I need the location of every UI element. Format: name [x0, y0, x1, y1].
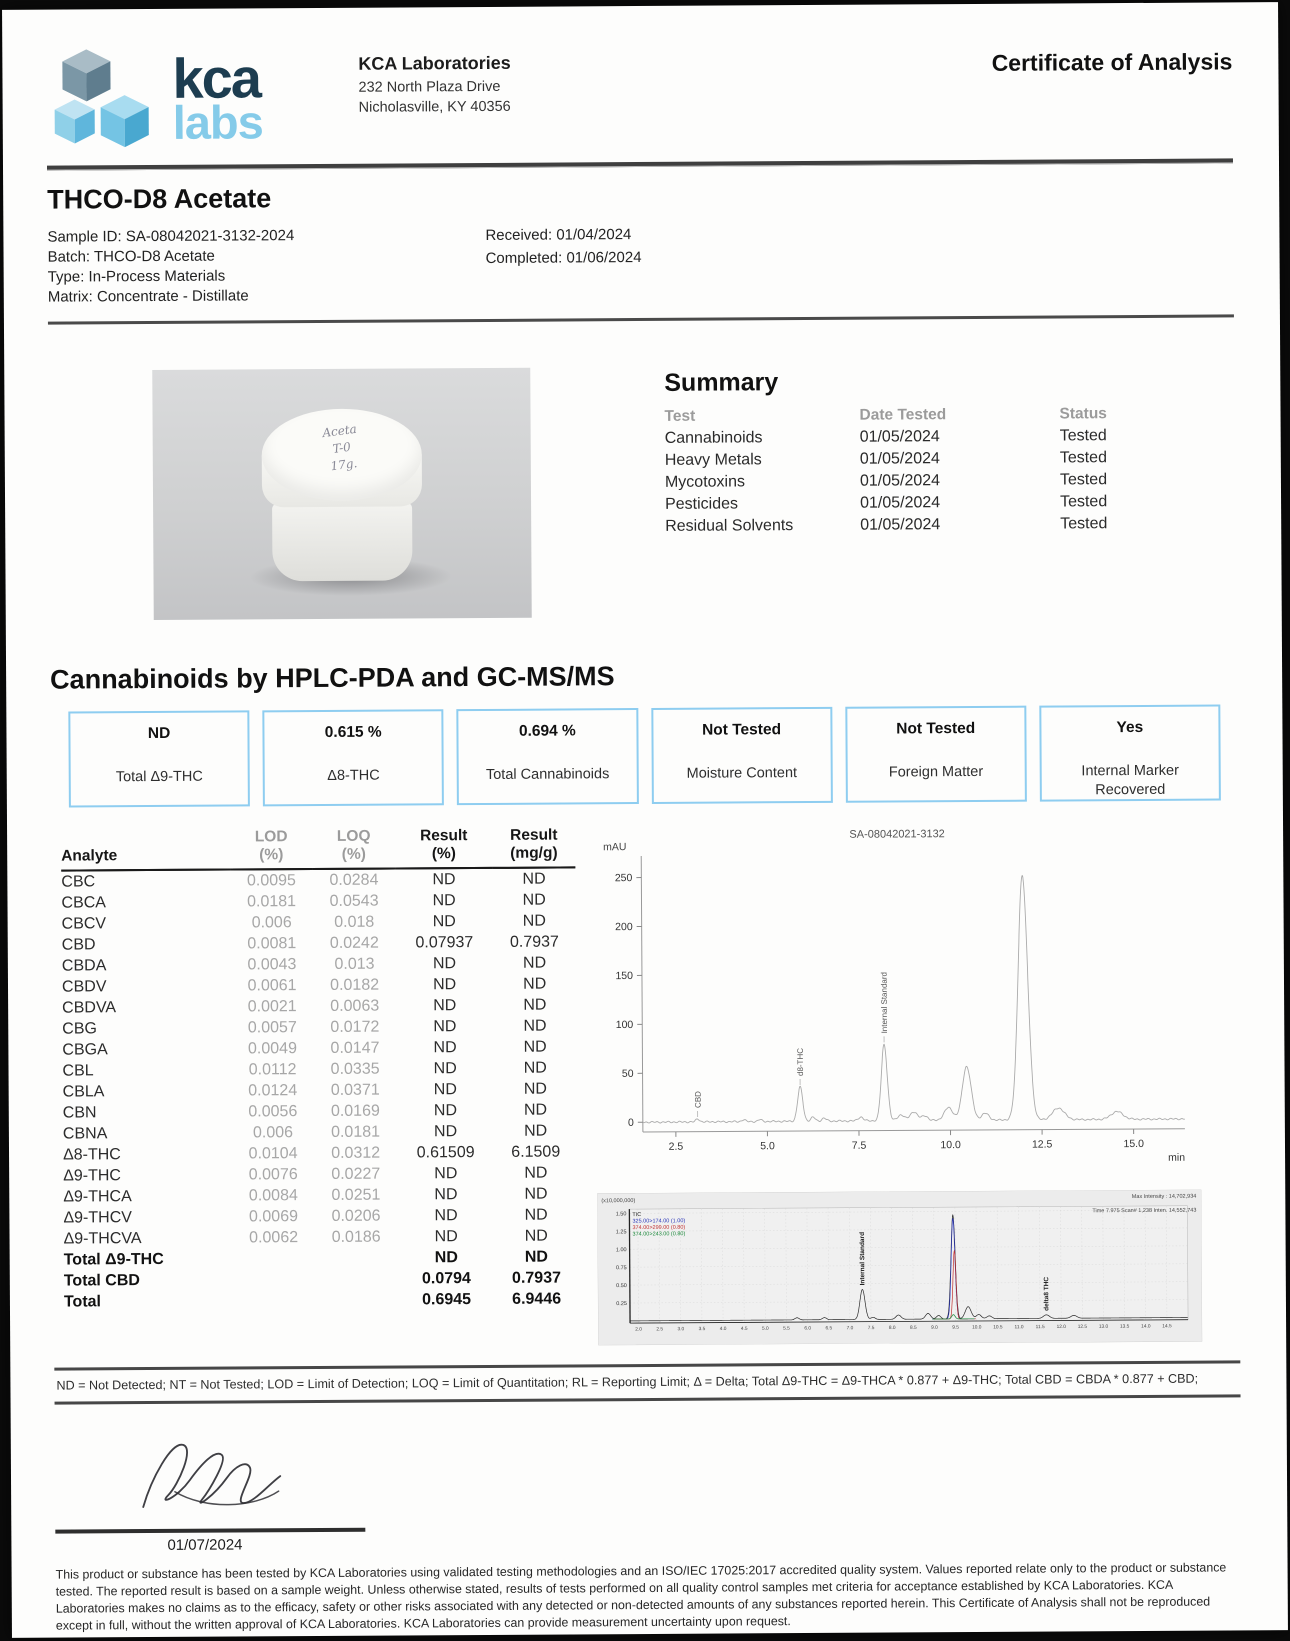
- analyte-col-header: LOQ (%): [336, 828, 371, 864]
- stat-box-label: Total Δ9-THC: [115, 768, 203, 785]
- result-pct: ND: [433, 1101, 458, 1119]
- summary-date-tested: 01/05/2024: [860, 493, 941, 512]
- stat-box-label: Δ8-THC: [327, 767, 380, 784]
- svg-text:1.25: 1.25: [615, 1229, 627, 1236]
- svg-text:2.5: 2.5: [668, 1141, 684, 1154]
- analyte-table-body: [61, 867, 578, 1312]
- svg-text:12.0: 12.0: [1056, 1325, 1066, 1331]
- lab-info: [358, 41, 511, 118]
- summary-row: [665, 447, 1170, 472]
- lod-value: 0.0112: [248, 1060, 297, 1078]
- summary-date-tested: 01/05/2024: [859, 449, 940, 468]
- lod-value: 0.0061: [247, 976, 297, 994]
- lod-value: 0.0104: [248, 1144, 298, 1162]
- lod-value: 0.0081: [247, 934, 297, 952]
- summary-test: Mycotoxins: [664, 473, 746, 491]
- result-mgg: 6.9446: [512, 1290, 562, 1308]
- sample-matrix: Matrix: Concentrate - Distillate: [47, 287, 249, 306]
- analyte-name: CBDVA: [62, 998, 117, 1017]
- svg-text:12.5: 12.5: [1077, 1325, 1088, 1331]
- svg-text:11.5: 11.5: [1035, 1325, 1045, 1331]
- summary-row: [665, 469, 1170, 494]
- stat-box-label: Foreign Matter: [888, 763, 984, 781]
- loq-value: 0.0312: [331, 1144, 381, 1162]
- summary-test: Cannabinoids: [664, 429, 763, 447]
- svg-text:10.0: 10.0: [940, 1139, 961, 1152]
- gcms-chromatogram: [597, 1190, 1202, 1346]
- svg-text:min: min: [1168, 1152, 1186, 1165]
- summary-status: Tested: [1060, 492, 1108, 511]
- lod-value: 0.0095: [246, 871, 296, 889]
- analyte-name: CBCA: [61, 893, 106, 912]
- svg-text:Time 7.975 Scan# 1,238 I: Time 7.975 Scan# 1,238 Inten. 14,552,743: [1092, 1208, 1197, 1215]
- svg-text:14.0: 14.0: [1141, 1324, 1151, 1330]
- result-mgg: ND: [522, 912, 546, 930]
- svg-text:50: 50: [621, 1068, 634, 1081]
- loq-value: 0.0251: [331, 1186, 381, 1204]
- lod-value: 0.0043: [247, 955, 297, 973]
- analyte-row: [61, 867, 575, 892]
- analyte-name: CBGA: [62, 1040, 108, 1059]
- analyte-name: CBNA: [62, 1124, 108, 1143]
- peak-label: CBD: [693, 1091, 703, 1109]
- lod-value: 0.0181: [247, 892, 297, 910]
- svg-text:8.5: 8.5: [909, 1326, 917, 1332]
- summary-section: [664, 364, 1171, 617]
- stat-box-value: 0.694 %: [518, 722, 576, 740]
- svg-text:2.5: 2.5: [656, 1327, 664, 1333]
- gc-legend-entry: 374.00>299.00 (0.80): [632, 1225, 686, 1232]
- loq-value: 0.0182: [330, 976, 380, 994]
- svg-text:SA-08042021-3132: SA-08042021-3132: [849, 828, 945, 842]
- peak-label: d8-THC: [795, 1048, 806, 1077]
- lab-address: [358, 78, 511, 118]
- kca-logo: [46, 42, 337, 156]
- lod-value: 0.0062: [249, 1228, 299, 1246]
- svg-text:3.0: 3.0: [677, 1327, 685, 1333]
- result-mgg: ND: [524, 1206, 548, 1224]
- result-pct: ND: [433, 1059, 457, 1077]
- svg-text:150: 150: [615, 970, 633, 983]
- svg-text:13.0: 13.0: [1098, 1325, 1109, 1331]
- signature-icon: [125, 1429, 316, 1522]
- summary-col-status: Status: [1059, 404, 1107, 423]
- analyte-name: Δ9-THCV: [63, 1208, 132, 1227]
- svg-text:15.0: 15.0: [1123, 1138, 1144, 1151]
- loq-value: 0.0543: [329, 892, 379, 910]
- svg-text:8.0: 8.0: [888, 1326, 896, 1332]
- loq-value: 0.0186: [331, 1228, 381, 1246]
- result-mgg: ND: [523, 1038, 547, 1056]
- logo-word-kca: kca: [172, 46, 261, 111]
- jar-handwritten-label: [259, 413, 424, 483]
- sample-dates: [485, 224, 641, 305]
- chromatograms: [589, 823, 1208, 1351]
- svg-text:10.0: 10.0: [972, 1325, 982, 1331]
- analyte-name: Total CBD: [63, 1271, 140, 1290]
- result-mgg: ND: [524, 1164, 548, 1182]
- loq-value: [315, 1290, 398, 1312]
- sample-divider: [48, 314, 1234, 324]
- completed-date: Completed: 01/06/2024: [485, 248, 642, 267]
- lod-value: [233, 1269, 316, 1291]
- analyte-col-header: LOD (%): [254, 828, 288, 864]
- jar-label-line2: T-0: [331, 439, 352, 456]
- signature-date: 01/07/2024: [167, 1536, 243, 1554]
- loq-value: 0.0063: [330, 997, 380, 1015]
- stat-box-value: 0.615 %: [324, 723, 382, 741]
- loq-value: [315, 1248, 398, 1270]
- result-pct: 0.07937: [415, 933, 474, 951]
- lod-value: 0.0056: [248, 1102, 298, 1120]
- analyte-name: CBDV: [61, 977, 107, 996]
- sample-photo: [152, 367, 532, 619]
- result-mgg: ND: [523, 996, 547, 1014]
- sample-info: [47, 225, 467, 307]
- svg-text:7.0: 7.0: [846, 1326, 854, 1332]
- analyte-name: CBL: [62, 1061, 94, 1080]
- footnote: ND = Not Detected; NT = Not Tested; LOD = Limit of Detection; LOQ = Limit of Quantitation; RL = Reporting Limit; Δ = Delta; Total Δ9-THC = Δ9-THCA * 0.877 + Δ9-THC; Total CBD = CBDA * 0.877 + CBD;: [54, 1361, 1240, 1405]
- stat-box: [68, 710, 250, 808]
- signature-block: [55, 1429, 366, 1554]
- svg-text:12.5: 12.5: [1031, 1138, 1053, 1152]
- svg-text:5.0: 5.0: [762, 1327, 769, 1333]
- summary-status: Tested: [1060, 514, 1108, 533]
- analyte-table: [61, 827, 578, 1313]
- lod-value: 0.0021: [247, 997, 297, 1015]
- analyte-name: CBC: [61, 872, 96, 891]
- lod-value: 0.0124: [248, 1081, 298, 1099]
- analyte-name: Δ8-THC: [62, 1145, 121, 1164]
- stat-box: [845, 705, 1027, 803]
- analyte-name: CBN: [62, 1103, 97, 1122]
- svg-text:0.75: 0.75: [616, 1265, 627, 1272]
- summary-row: [665, 491, 1170, 516]
- analyte-name: Δ9-THC: [63, 1166, 122, 1185]
- lab-name: KCA Laboratories: [358, 52, 511, 74]
- result-mgg: 0.7937: [511, 1269, 562, 1287]
- stat-box: [651, 707, 833, 805]
- result-mgg: ND: [523, 975, 547, 993]
- summary-test: Residual Solvents: [665, 516, 794, 535]
- summary-table: [664, 403, 1170, 538]
- analyte-name: Total: [63, 1292, 102, 1311]
- loq-value: 0.0371: [330, 1081, 380, 1099]
- lod-value: 0.0069: [248, 1207, 299, 1225]
- lod-value: 0.006: [251, 913, 292, 931]
- analyte-col-header: Result (mg/g): [510, 826, 558, 863]
- loq-value: 0.0242: [329, 934, 379, 952]
- stat-box: [262, 709, 444, 807]
- result-pct: ND: [434, 1248, 458, 1266]
- result-pct: ND: [433, 975, 457, 993]
- result-mgg: ND: [523, 1080, 547, 1098]
- hplc-chromatogram: [589, 823, 1207, 1179]
- loq-value: 0.0335: [330, 1060, 380, 1078]
- summary-status: Tested: [1059, 448, 1107, 467]
- sample-id: Sample ID: SA-08042021-3132-2024: [47, 227, 295, 246]
- jar-label-line1: Aceta: [321, 421, 358, 440]
- kca-cubes-icon: [46, 43, 159, 156]
- analyte-name: Total Δ9-THC: [63, 1250, 164, 1269]
- product-title: THCO-D8 Acetate: [47, 183, 272, 215]
- svg-text:5.5: 5.5: [783, 1327, 790, 1333]
- result-pct: ND: [433, 1122, 458, 1140]
- summary-date-tested: 01/05/2024: [860, 515, 941, 534]
- loq-value: 0.0206: [331, 1207, 381, 1225]
- summary-heading: Summary: [664, 367, 779, 397]
- lod-value: 0.0084: [248, 1186, 298, 1204]
- svg-text:4.5: 4.5: [740, 1327, 748, 1333]
- stat-box-row: [68, 704, 1221, 808]
- header-divider: [47, 158, 1233, 170]
- summary-test: Heavy Metals: [664, 451, 762, 469]
- result-mgg: ND: [524, 1227, 548, 1245]
- svg-text:10.5: 10.5: [993, 1325, 1003, 1331]
- result-pct: 0.61509: [416, 1143, 475, 1161]
- svg-text:100: 100: [615, 1019, 634, 1032]
- svg-text:14.5: 14.5: [1162, 1324, 1172, 1330]
- result-pct: ND: [432, 912, 456, 930]
- logo-word-labs: labs: [172, 95, 263, 149]
- summary-row: [665, 425, 1170, 450]
- gcms-chromatogram: [597, 1190, 1208, 1351]
- result-pct: ND: [432, 891, 456, 909]
- lod-value: 0.006: [252, 1123, 294, 1141]
- result-mgg: 0.7937: [509, 933, 559, 951]
- loq-value: 0.0172: [330, 1018, 380, 1036]
- svg-text:0.50: 0.50: [616, 1283, 627, 1290]
- result-pct: ND: [434, 1206, 458, 1224]
- sample-batch: Batch: THCO-D8 Acetate: [47, 247, 215, 266]
- stat-box-value: Not Tested: [702, 720, 782, 739]
- svg-text:7.5: 7.5: [867, 1326, 875, 1332]
- svg-text:200: 200: [615, 921, 633, 934]
- summary-status: Tested: [1059, 426, 1107, 445]
- jar-label-line3: 17g.: [329, 455, 358, 473]
- stat-box-label: Total Cannabinoids: [485, 765, 610, 783]
- hplc-chromatogram: [589, 823, 1207, 1184]
- result-mgg: ND: [524, 1185, 548, 1203]
- analyte-name: CBLA: [62, 1082, 105, 1101]
- analyte-col-header: Result (%): [419, 827, 468, 863]
- analyte-name: Δ9-THCVA: [63, 1229, 142, 1248]
- certificate-page: [2, 2, 1288, 1638]
- cannabinoids-heading: Cannabinoids by HPLC-PDA and GC-MS/MS: [50, 660, 615, 695]
- analyte-total-row: [64, 1288, 578, 1312]
- logo-wordmark: [172, 46, 263, 149]
- gc-legend-entry: TIC: [632, 1212, 642, 1219]
- result-mgg: 6.1509: [511, 1143, 561, 1161]
- stat-box-label: Moisture Content: [686, 764, 798, 782]
- result-pct: ND: [432, 954, 457, 972]
- svg-text:4.0: 4.0: [719, 1327, 727, 1333]
- summary-date-tested: 01/05/2024: [859, 471, 941, 490]
- result-mgg: ND: [523, 1017, 547, 1035]
- peak-label: Internal Standard: [859, 1232, 867, 1286]
- result-pct: ND: [433, 1017, 457, 1035]
- result-mgg: ND: [523, 1059, 547, 1077]
- svg-text:0.25: 0.25: [616, 1301, 627, 1308]
- svg-text:250: 250: [614, 872, 633, 885]
- result-mgg: ND: [522, 870, 546, 888]
- svg-text:5.0: 5.0: [760, 1140, 775, 1153]
- jar-lid-top: [261, 408, 422, 501]
- certificate-title: Certificate of Analysis: [991, 48, 1233, 76]
- svg-text:9.5: 9.5: [952, 1326, 959, 1332]
- svg-text:6.0: 6.0: [804, 1326, 812, 1332]
- result-pct: ND: [433, 996, 457, 1014]
- lod-value: [232, 1248, 315, 1270]
- result-mgg: ND: [524, 1122, 548, 1140]
- result-pct: ND: [434, 1185, 458, 1203]
- disclaimer: This product or substance has been tested by KCA Laboratories using validated testing methodologies and an ISO/IEC 17025:2017 accredited quality system. Values reported relate only to the product or substance tested. The reported result is based on a sample weight. Unless otherwise stated, results of tests performed on all quality control samples met criteria for acceptance established by KCA Laboratories. KCA Laboratories makes no claims as to the efficacy, safety or other risks associated with any detected or non-detected amounts of any substances reported herein. This Certificate of Analysis shall not be reproduced except in full, without the written approval of KCA Laboratories. KCA Laboratories can provide measurement uncertainty upon request.: [55, 1560, 1227, 1633]
- summary-test: Pesticides: [665, 495, 739, 513]
- result-pct: ND: [434, 1164, 458, 1182]
- jar-body: [272, 502, 412, 581]
- svg-text:0: 0: [627, 1117, 634, 1130]
- summary-col-test: Test: [664, 407, 696, 425]
- stat-box: [457, 708, 639, 806]
- loq-value: 0.0284: [329, 871, 379, 889]
- summary-row: [665, 513, 1170, 538]
- stat-box-value: Not Tested: [896, 719, 976, 738]
- summary-table-body: [665, 425, 1171, 538]
- result-pct: ND: [433, 1080, 457, 1098]
- lod-value: 0.0057: [247, 1018, 297, 1036]
- received-date: Received: 01/04/2024: [485, 226, 632, 244]
- svg-text:7.5: 7.5: [851, 1140, 867, 1153]
- summary-col-date: Date Tested: [859, 405, 947, 424]
- lod-value: [233, 1290, 316, 1312]
- summary-status: Tested: [1059, 470, 1108, 489]
- analyte-name: CBG: [62, 1019, 97, 1038]
- stat-box-value: Yes: [1116, 718, 1144, 736]
- result-mgg: ND: [523, 1101, 548, 1119]
- svg-text:9.0: 9.0: [931, 1326, 938, 1332]
- loq-value: 0.013: [334, 955, 375, 973]
- sample-section: [47, 177, 1234, 307]
- loq-value: 0.0169: [330, 1102, 380, 1120]
- result-pct: ND: [434, 1227, 458, 1245]
- loq-value: [315, 1269, 398, 1291]
- peak-label: delta8 THC: [1043, 1277, 1051, 1312]
- stat-box-value: ND: [147, 724, 171, 742]
- analyte-name: CBDA: [61, 956, 107, 975]
- gc-legend-entry: 325.00>174.00 (1.00): [632, 1218, 686, 1226]
- lab-address-line2: Nicholasville, KY 40356: [358, 98, 511, 116]
- svg-text:2.0: 2.0: [635, 1327, 642, 1334]
- loq-value: 0.0227: [331, 1165, 381, 1183]
- svg-text:13.5: 13.5: [1120, 1324, 1130, 1331]
- header: [46, 36, 1233, 155]
- result-pct: ND: [433, 1038, 457, 1056]
- svg-text:3.5: 3.5: [698, 1327, 706, 1333]
- result-mgg: ND: [522, 954, 547, 972]
- stat-box: [1039, 704, 1221, 802]
- svg-text:(x10,000,000): (x10,000,000): [601, 1198, 636, 1205]
- svg-text:Max Intensity : 14,702,934: Max Intensity : 14,702,934: [1131, 1194, 1197, 1201]
- analyte-name: Δ9-THCA: [63, 1187, 132, 1206]
- loq-value: 0.0181: [330, 1123, 381, 1141]
- svg-text:11.0: 11.0: [1014, 1325, 1024, 1331]
- lab-address-line1: 232 North Plaza Drive: [358, 78, 501, 96]
- signature-line: [55, 1528, 365, 1533]
- gc-legend-entry: 374.00>243.00 (0.80): [632, 1231, 686, 1239]
- svg-text:1.00: 1.00: [615, 1247, 627, 1254]
- result-mgg: ND: [524, 1248, 548, 1266]
- sample-type: Type: In-Process Materials: [47, 267, 226, 286]
- analyte-table-head: [61, 827, 575, 871]
- stat-box-label: Internal Marker Recovered: [1081, 762, 1179, 798]
- result-mgg: ND: [522, 891, 546, 909]
- result-pct: ND: [432, 870, 456, 888]
- peak-label: Internal Standard: [879, 972, 890, 1034]
- svg-text:1.50: 1.50: [615, 1211, 627, 1218]
- svg-text:6.5: 6.5: [825, 1326, 833, 1332]
- loq-value: 0.018: [334, 913, 375, 931]
- analyte-name: CBD: [61, 935, 96, 954]
- summary-header-row: [664, 403, 1169, 428]
- analyte-col-header: Analyte: [61, 847, 118, 865]
- summary-date-tested: 01/05/2024: [859, 427, 940, 446]
- lod-value: 0.0076: [248, 1165, 298, 1183]
- loq-value: 0.0147: [330, 1039, 380, 1057]
- lod-value: 0.0049: [247, 1039, 297, 1057]
- result-pct: 0.6945: [422, 1290, 472, 1308]
- analyte-name: CBCV: [61, 914, 107, 933]
- result-pct: 0.0794: [421, 1269, 471, 1287]
- svg-text:mAU: mAU: [603, 841, 627, 854]
